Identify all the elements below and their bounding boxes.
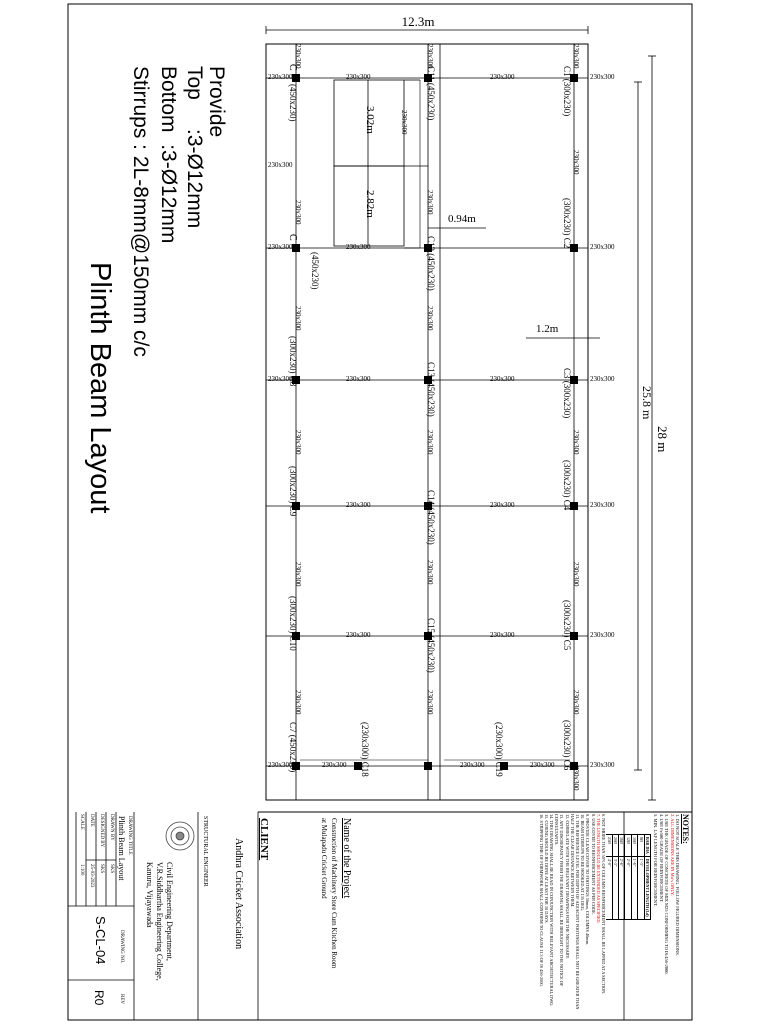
org-line-1: Civil Engineering Department, — [165, 862, 174, 961]
col-c11: C11 (450x230) — [426, 66, 436, 121]
col-c13: C13 (450x230) — [426, 362, 436, 417]
engineer-heading: STRUCTURAL ENGINEER — [202, 816, 208, 887]
rev-label: REV — [119, 994, 124, 1004]
client-heading: CLIENT — [258, 818, 270, 861]
dim-25-8: 25.8 m — [640, 386, 654, 420]
drawn-by-value: SKS — [109, 864, 114, 874]
drawing-title-heading: DRAWING TITLE — [127, 816, 132, 855]
note-5: 5. MIN. LAP LENGTH FOR REINFORCEMENT. — [653, 814, 659, 907]
col-c3: C3 (300x230) — [562, 368, 572, 419]
note-3: 3. USE THE GRADE OF CONCRETE OF MIX M25 CONFORMING TO IS:456-2000. — [664, 814, 670, 975]
note-4: 4. USE Fe500 GRADE OF REINFORCEMENT. — [658, 814, 664, 903]
note-2: 2. ALL DIMENSIONS ARE IN Mtr's ONLY. — [669, 814, 675, 896]
col-c8: (300x230) C8 — [288, 336, 298, 387]
top-spec: Top :3-Ø12mm — [183, 66, 206, 229]
d-0-94-label: 0.94m — [448, 213, 476, 225]
provide-label: Provide — [205, 66, 228, 138]
col-c1: C1 (300x230) — [562, 66, 572, 117]
org-line-2: V.R.Siddhartha Engineering College, — [155, 862, 164, 981]
scale-label: SCALE — [79, 814, 84, 830]
dim-28: 28 m — [655, 426, 670, 453]
date-value: 25-03-2023 — [89, 864, 94, 888]
col-c14: C14 (450x230) — [426, 490, 436, 545]
note-1: 1. DO NOT SCALE THIS DRAWING. FOLLOW FIGURED DIMENSIONS. — [675, 814, 680, 956]
col-c4: (300x230) C4 — [562, 460, 572, 511]
col-c7: C7 (450x230) — [288, 722, 298, 773]
col-c6: (300x230) C6 — [562, 720, 572, 771]
designed-label: DESIGNED BY — [99, 814, 104, 848]
drawing-no-label: DRAWING NO. — [119, 930, 124, 964]
col-c5: (300x230) C5 — [562, 600, 572, 651]
dim-3-02: 3.02m — [364, 106, 376, 134]
lap-table: BAR DIA DEVELOPMENT LENGTH (Ld) 8Ø 1'-3" 10Ø 1'-6" 12Ø 2'-0" 16Ø 2'-6" 20Ø 3'-3" 25Ø 4'-0" — [606, 834, 651, 920]
notes-heading: NOTES: — [681, 814, 690, 844]
width-label: 12.3m — [401, 14, 435, 29]
college-logo — [166, 822, 194, 850]
project-line-1: Construction of Machinery Store Cum Kitchen Room — [330, 818, 338, 969]
col-c18: (230x300) C18 — [360, 722, 370, 777]
client-name: Andhra Cricket Association — [233, 838, 244, 950]
designed-value: SKS — [99, 864, 104, 874]
beam-labels: 230x300 230x300 230x300 230x300 230x300 230x300 230x300 230x300 230x300 230x300 230x300 230x300 230x300 230x300 230x300 230x300 230x300 230x300 230x300 230x300 230x300 230x300 230x300 230x300 230x300 230x300 230x300 230x300 230x300 230x300 230x300 230x300 230x300 230x300 230x300 230x300 230x300 230x300 230x300 230x300 230x300 230x300 — [268, 44, 615, 791]
col-c-small-b: C — [287, 234, 298, 241]
drawing-title-large: Plinth Beam Layout — [84, 262, 116, 514]
stirrups-spec: Stirrups : 2L-8mm@150mm c/c — [129, 66, 152, 357]
col-c9: (300x230) C9 — [288, 466, 298, 517]
col-c-small-a: C — [287, 64, 298, 71]
dim-2-82: 2.82m — [364, 190, 376, 218]
org-line-3: Kanuru, Vijayawada — [145, 862, 154, 928]
project-heading: Name of the Project — [341, 818, 352, 899]
drawing-title-small: Plinth Beam Layout — [117, 816, 126, 881]
col-c15: C15 (450x230) — [426, 618, 436, 673]
col-c12: C12 (450x230) — [426, 236, 436, 291]
bottom-spec: Bottom :3-Ø12mm — [157, 66, 180, 244]
project-line-2: at Mulapadu Cricket Ground — [320, 818, 328, 899]
drawn-by-label: DRAWN BY — [109, 814, 114, 841]
date-label: DATE — [89, 814, 94, 827]
col-c10: (300x230) C10 — [288, 596, 298, 651]
col-c2: (300x230) C2 — [562, 198, 572, 249]
notes-panel-b: 6. NOT MORE THAN 50% OF COLUMN REINFORCEMENT SHALL BE LAPPED AT A SECTION. 7. THE LENGTH SHOULD BE EXTENDED AS SPECIFIED. 8. USE COVER TO REINFORCEMENT AS PER CODE. 9. PROVIDE CLEAR COVER TO FOOTINGS 50mm, COLUMNS 40mm. 10. BEAM STIRRUPS TO BE HOOKED AT 135 DEG. 11. THE REFERENCE LEVEL FOR DEPTH OF ADJACENT FOOTINGS SHALL NOT BE GREATER THAN HALF THE CLEAR DISTANCE BETWEEN THEM. 12. CORRELATE WITH THE RELEVANT DRAWINGS FOR THE NECESSARY. 13. ANY DISCREPANCY FROM THE DRAWING SHALL BE BROUGHT TO THE NOTICE OF CONSULTANTS. 14. THIS DRAWING SHALL BE READ IN CONJUNCTION WITH RELEVANT ARCHITECTURAL DWG. 15. CURING SHOULD BE DONE AT LEAST FOR 10 DAYS. 16. STRIPPING TIME OF FORMWORK SHALL CONFORM TO CLAUSE 11.3 OF IS 456-2000. — [538, 814, 606, 1010]
col-c-ml: (450x230) — [310, 252, 320, 290]
scale-value: 1:100 — [79, 864, 84, 876]
rev-value: R0 — [92, 990, 106, 1006]
drawing-no-value: S-CL-04 — [93, 916, 108, 965]
d-1-2-label: 1.2m — [536, 323, 559, 335]
col-c19: (230x300) C19 — [494, 722, 504, 777]
col-c-tl: (450x230) — [288, 84, 298, 122]
